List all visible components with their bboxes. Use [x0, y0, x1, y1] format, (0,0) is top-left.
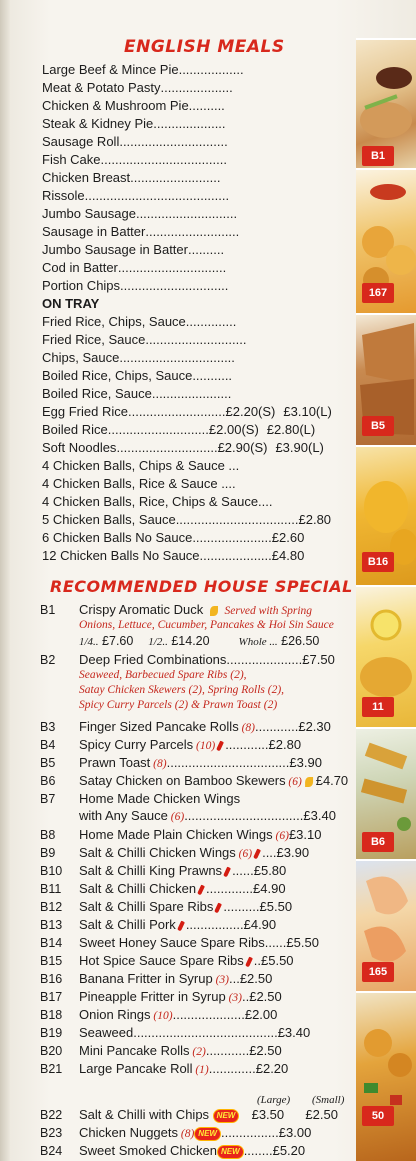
- menu-item-b21: [40, 1060, 289, 1078]
- menu-item: [42, 439, 324, 457]
- menu-item: [42, 205, 237, 223]
- item-name: Rissole: [42, 188, 85, 203]
- item-price-small: £2.50: [305, 1107, 338, 1122]
- leader-dots: ............: [255, 719, 299, 734]
- item-price: £2.80: [298, 512, 332, 527]
- menu-item-b4: [40, 736, 302, 754]
- item-name: Salt & Chilli Pork: [79, 917, 176, 932]
- leader-dots: ................: [220, 1125, 279, 1140]
- photo-tag: 167: [362, 283, 394, 303]
- menu-item-b10: [40, 862, 287, 880]
- item-code: B5: [40, 756, 56, 770]
- menu-item-b11: [40, 880, 286, 898]
- leader-dots: ..............................: [119, 134, 228, 149]
- item-price-large: £2.80(L): [266, 422, 316, 437]
- new-badge: NEW: [213, 1109, 240, 1123]
- item-name: Salt & Chilli Spare Ribs: [79, 899, 214, 914]
- item-quantity: (6): [272, 830, 289, 842]
- item-code: B8: [40, 828, 56, 842]
- item-name: Home Made Plain Chicken Wings: [79, 827, 273, 842]
- item-name: Boiled Rice: [42, 422, 108, 437]
- item-name: Prawn Toast: [79, 755, 151, 770]
- item-name: Salt & Chilli with Chips: [79, 1107, 210, 1122]
- item-price: £4.90: [253, 881, 286, 896]
- item-quantity: (3): [212, 974, 229, 986]
- item-price: £4.90: [243, 917, 277, 932]
- item-name: 6 Chicken Balls No Sauce: [42, 530, 193, 545]
- item-price: £26.50: [281, 634, 320, 648]
- new-badge: NEW: [194, 1127, 221, 1141]
- leader-dots: .............: [208, 1061, 256, 1076]
- menu-item-b24: [40, 1142, 306, 1160]
- item-price: £5.50: [261, 953, 294, 968]
- item-code: B3: [40, 720, 56, 734]
- item-code: B15: [40, 954, 63, 968]
- item-name: Chicken Breast: [42, 170, 131, 185]
- leader-dots: ..................................: [175, 512, 299, 527]
- menu-item: [42, 79, 233, 97]
- item-name: Soft Noodles: [42, 440, 117, 455]
- item-code: B1: [40, 603, 56, 617]
- item-name: Onion Rings: [79, 1007, 151, 1022]
- item-name: Seaweed: [79, 1025, 134, 1040]
- leader-dots: ....................: [199, 548, 272, 563]
- menu-item: [42, 331, 246, 349]
- menu-item: [42, 385, 231, 403]
- menu-item-b16: [40, 970, 273, 988]
- item-note: Seaweed, Barbecued Spare Ribs (2),: [79, 669, 247, 681]
- leader-dots: ................: [185, 917, 244, 932]
- menu-item: [42, 313, 236, 331]
- leader-dots: ..........: [187, 242, 225, 257]
- item-quantity: (8): [178, 1128, 195, 1140]
- item-name: Salt & Chilli King Prawns: [79, 863, 223, 878]
- menu-item: [42, 403, 332, 421]
- item-price: £2.50: [249, 989, 282, 1004]
- leader-dots: ...........................: [127, 404, 226, 419]
- item-code: B16: [40, 972, 63, 986]
- item-price: £5.50: [286, 935, 319, 950]
- leader-dots: ..............................: [117, 260, 227, 275]
- leader-dots: ............: [205, 1043, 250, 1058]
- leader-dots: ..........: [223, 899, 260, 914]
- item-name: Salt & Chilli Chicken: [79, 881, 197, 896]
- item-price-small: £2.00(S): [208, 422, 259, 437]
- menu-item: [42, 115, 226, 133]
- item-price: £2.50: [239, 971, 273, 986]
- portion-label: 1/4..: [79, 636, 99, 648]
- item-name: Banana Fritter in Syrup: [79, 971, 213, 986]
- item-price: £3.40: [303, 808, 336, 823]
- item-code: B11: [40, 882, 62, 896]
- photo-sweet-sour: [356, 991, 416, 1161]
- photo-tag: B5: [362, 416, 394, 436]
- item-quantity: (6): [167, 811, 185, 823]
- item-name: Fish Cake: [42, 152, 101, 167]
- menu-item-b12: [40, 898, 293, 916]
- menu-item: [42, 421, 315, 439]
- item-price-large: £3.50: [251, 1107, 285, 1122]
- item-price: £2.50: [249, 1043, 282, 1058]
- item-price-small: £2.20(S): [225, 404, 276, 419]
- menu-item-b22: [40, 1106, 338, 1124]
- menu-item: [42, 457, 239, 475]
- menu-item: [42, 169, 220, 187]
- chilli-icon: [216, 740, 224, 751]
- item-quantity: (1): [192, 1064, 209, 1076]
- menu-item: [42, 511, 331, 529]
- item-name: Spicy Curry Parcels: [79, 737, 194, 752]
- leader-dots: ............................: [107, 422, 209, 437]
- leader-dots: ......................: [192, 530, 272, 545]
- menu-item-b17: [40, 988, 282, 1006]
- leader-dots: ...: [228, 971, 240, 986]
- chilli-icon: [177, 920, 185, 931]
- item-quantity: (8): [238, 722, 255, 734]
- item-name: Pineapple Fritter in Syrup: [79, 989, 226, 1004]
- leader-dots: ..: [241, 989, 250, 1004]
- leader-dots: ............................: [116, 440, 218, 455]
- item-name: Fried Rice, Sauce: [42, 332, 146, 347]
- menu-item-b8: [40, 826, 322, 844]
- photo-tag: 165: [362, 962, 394, 982]
- item-price: £5.20: [272, 1143, 306, 1158]
- item-name: Sausage in Batter: [42, 224, 146, 239]
- item-code: B2: [40, 653, 56, 667]
- leader-dots: ............................: [135, 206, 238, 221]
- menu-item-b14: [40, 934, 319, 952]
- item-code: B17: [40, 990, 63, 1004]
- item-name: Large Pancake Roll: [79, 1061, 193, 1076]
- mild-leaf-icon: [305, 777, 313, 787]
- item-price-large: £3.10(L): [283, 404, 332, 419]
- item-name: 4 Chicken Balls, Rice & Sauce ....: [42, 476, 236, 491]
- leader-dots: ..................: [178, 62, 244, 77]
- leader-dots: ......: [264, 935, 287, 950]
- chilli-icon: [197, 884, 205, 895]
- item-name: Salt & Chilli Chicken Wings: [79, 845, 236, 860]
- item-code: B19: [40, 1026, 63, 1040]
- menu-item: [42, 493, 273, 511]
- menu-item-b19: [40, 1024, 311, 1042]
- size-large-label: (Large): [257, 1094, 291, 1106]
- portion-label: Whole ...: [238, 636, 278, 648]
- item-price: £3.90: [289, 755, 322, 770]
- menu-item: [42, 475, 236, 493]
- page-spine: [0, 0, 10, 1161]
- menu-item-b2: [40, 651, 335, 669]
- leader-dots: .............: [206, 881, 254, 896]
- item-price: £4.80: [271, 548, 305, 563]
- b1-prices: [79, 632, 319, 650]
- item-name: Cod in Batter: [42, 260, 118, 275]
- leader-dots: .................................: [184, 808, 304, 823]
- photo-tag: 50: [362, 1106, 394, 1126]
- item-code: B9: [40, 846, 56, 860]
- menu-item-b3: [40, 718, 331, 736]
- item-price: £7.50: [302, 652, 335, 667]
- mild-leaf-icon: [210, 606, 218, 616]
- item-name: Large Beef & Mince Pie: [42, 62, 179, 77]
- menu-item-b18: [40, 1006, 278, 1024]
- item-code: B20: [40, 1044, 63, 1058]
- leader-dots: ................................: [119, 350, 235, 365]
- item-name: Boiled Rice, Sauce: [42, 386, 152, 401]
- menu-item-b15: [40, 952, 294, 970]
- leader-dots: ..........: [188, 98, 225, 113]
- chilli-icon: [223, 866, 231, 877]
- item-quantity: (10): [150, 1010, 173, 1022]
- menu-item-b5: [40, 754, 322, 772]
- leader-dots: ..........................: [145, 224, 240, 239]
- menu-item: [42, 259, 226, 277]
- english-meals-heading: ENGLISH MEALS: [124, 37, 285, 57]
- item-note: Served with Spring: [224, 605, 313, 617]
- item-name: Finger Sized Pancake Rolls: [79, 719, 239, 734]
- size-small-label: (Small): [312, 1094, 345, 1106]
- leader-dots: ..................................: [166, 755, 290, 770]
- chilli-icon: [214, 902, 222, 913]
- house-special-heading: RECOMMENDED HOUSE SPECIAL: [50, 577, 353, 596]
- menu-item-b13: [40, 916, 277, 934]
- leader-dots: ....................: [172, 1007, 245, 1022]
- item-name: 4 Chicken Balls, Rice, Chips & Sauce....: [42, 494, 273, 509]
- leader-dots: .....................: [226, 652, 303, 667]
- item-quantity: (8): [150, 758, 167, 770]
- menu-item-b20: [40, 1042, 282, 1060]
- item-quantity: (2): [189, 1046, 206, 1058]
- item-name: Jumbo Sausage in Batter: [42, 242, 188, 257]
- item-name: Boiled Rice, Chips, Sauce: [42, 368, 193, 383]
- item-name: 4 Chicken Balls, Chips & Sauce ...: [42, 458, 240, 473]
- item-note: Satay Chicken Skewers (2), Spring Rolls (2),: [79, 684, 285, 696]
- item-name: Sweet Honey Sauce Spare Ribs: [79, 935, 265, 950]
- item-price: £2.80: [268, 737, 302, 752]
- item-note: Onions, Lettuce, Cucumber, Pancakes & Hoi Sin Sauce: [79, 619, 334, 631]
- item-name: Mini Pancake Rolls: [79, 1043, 190, 1058]
- item-price: £2.20: [255, 1061, 289, 1076]
- leader-dots: ......: [232, 863, 254, 878]
- menu-item: [42, 133, 228, 151]
- item-code: B13: [40, 918, 63, 932]
- menu-item-b23: [40, 1124, 312, 1142]
- item-name: Chicken & Mushroom Pie: [42, 98, 189, 113]
- item-price: £3.90: [276, 845, 310, 860]
- item-name: 12 Chicken Balls No Sauce: [42, 548, 200, 563]
- item-price: £2.60: [271, 530, 305, 545]
- menu-item: [42, 187, 229, 205]
- item-quantity: (3): [225, 992, 242, 1004]
- photo-tag: 11: [362, 697, 394, 717]
- item-name: Meat & Potato Pasty: [42, 80, 161, 95]
- item-name: Sweet Smoked Chicken: [79, 1143, 218, 1158]
- item-name: with Any Sauce: [79, 808, 168, 823]
- item-name: Steak & Kidney Pie: [42, 116, 154, 131]
- item-code: B4: [40, 738, 56, 752]
- menu-item: [42, 151, 227, 169]
- menu-item: [42, 241, 224, 259]
- leader-dots: ...................................: [100, 152, 227, 167]
- leader-dots: ...........: [192, 368, 233, 383]
- menu-item-b7-cont: [79, 807, 336, 825]
- dish-illustration: [356, 993, 416, 1161]
- item-quantity: (10): [193, 740, 216, 752]
- menu-item-b6: [40, 772, 349, 790]
- item-name: 5 Chicken Balls, Sauce: [42, 512, 176, 527]
- menu-item: [42, 349, 235, 367]
- menu-item-b9: [40, 844, 310, 862]
- item-code: B14: [40, 936, 63, 950]
- portion-label: 1/2..: [148, 636, 168, 648]
- menu-item: [42, 61, 244, 79]
- photo-tag: B16: [362, 552, 394, 572]
- chilli-icon: [245, 956, 253, 967]
- leader-dots: ..............: [185, 314, 237, 329]
- leader-dots: ........: [243, 1143, 273, 1158]
- item-quantity: (6): [285, 776, 302, 788]
- item-quantity: (6): [235, 848, 253, 860]
- item-code: B18: [40, 1008, 63, 1022]
- item-code: B21: [40, 1062, 63, 1076]
- leader-dots: ........................................: [84, 188, 230, 203]
- menu-item-b7: [40, 790, 241, 808]
- menu-item-b1: [40, 601, 313, 619]
- item-code: B23: [40, 1126, 63, 1140]
- menu-item: [42, 367, 232, 385]
- leader-dots: ..............................: [120, 278, 229, 293]
- item-code: B10: [40, 864, 63, 878]
- item-code: B6: [40, 774, 56, 788]
- leader-dots: ....: [262, 845, 277, 860]
- item-price: £5.80: [253, 863, 287, 878]
- item-name: Home Made Chicken Wings: [79, 791, 241, 806]
- item-name: Hot Spice Sauce Spare Ribs: [79, 953, 244, 968]
- item-name: Egg Fried Rice: [42, 404, 128, 419]
- item-note: Spicy Curry Parcels (2) & Prawn Toast (2): [79, 699, 278, 711]
- item-price: £2.00: [244, 1007, 278, 1022]
- item-name: Fried Rice, Chips, Sauce: [42, 314, 186, 329]
- leader-dots: ............................: [145, 332, 247, 347]
- item-price: £3.00: [278, 1125, 312, 1140]
- leader-dots: ....................: [153, 116, 226, 131]
- on-tray-label: ON TRAY: [42, 296, 100, 311]
- menu-item: [42, 97, 225, 115]
- item-name: Chips, Sauce: [42, 350, 120, 365]
- item-price: £3.40: [277, 1025, 311, 1040]
- item-code: B12: [40, 900, 63, 914]
- item-name: Sausage Roll: [42, 134, 120, 149]
- item-name: Satay Chicken on Bamboo Skewers: [79, 773, 286, 788]
- item-code: B22: [40, 1108, 63, 1122]
- item-code: B24: [40, 1144, 63, 1158]
- item-code: B7: [40, 792, 56, 806]
- photo-tag: B1: [362, 146, 394, 166]
- item-name: Deep Fried Combinations: [79, 652, 227, 667]
- leader-dots: ....................: [160, 80, 233, 95]
- item-name: Crispy Aromatic Duck: [79, 602, 204, 617]
- leader-dots: ......................: [151, 386, 232, 401]
- leader-dots: ..: [253, 953, 261, 968]
- leader-dots: ............: [225, 737, 269, 752]
- item-price: £5.50: [259, 899, 293, 914]
- leader-dots: ........................................: [133, 1025, 278, 1040]
- item-price: £4.70: [315, 773, 349, 788]
- menu-item: [42, 223, 239, 241]
- photo-tag: B6: [362, 832, 394, 852]
- item-price: £3.10: [288, 827, 322, 842]
- menu-item: [42, 529, 304, 547]
- item-price-large: £3.90(L): [275, 440, 324, 455]
- item-price-small: £2.90(S): [217, 440, 268, 455]
- item-name: Jumbo Sausage: [42, 206, 136, 221]
- item-price: £2.30: [298, 719, 331, 734]
- item-price: £7.60: [102, 634, 134, 648]
- item-name: Chicken Nuggets: [79, 1125, 178, 1140]
- item-name: Portion Chips: [42, 278, 121, 293]
- new-badge: NEW: [217, 1145, 244, 1159]
- menu-item: [42, 547, 304, 565]
- chilli-icon: [253, 848, 261, 859]
- item-price: £14.20: [171, 634, 210, 648]
- leader-dots: .........................: [130, 170, 221, 185]
- menu-item: [42, 277, 228, 295]
